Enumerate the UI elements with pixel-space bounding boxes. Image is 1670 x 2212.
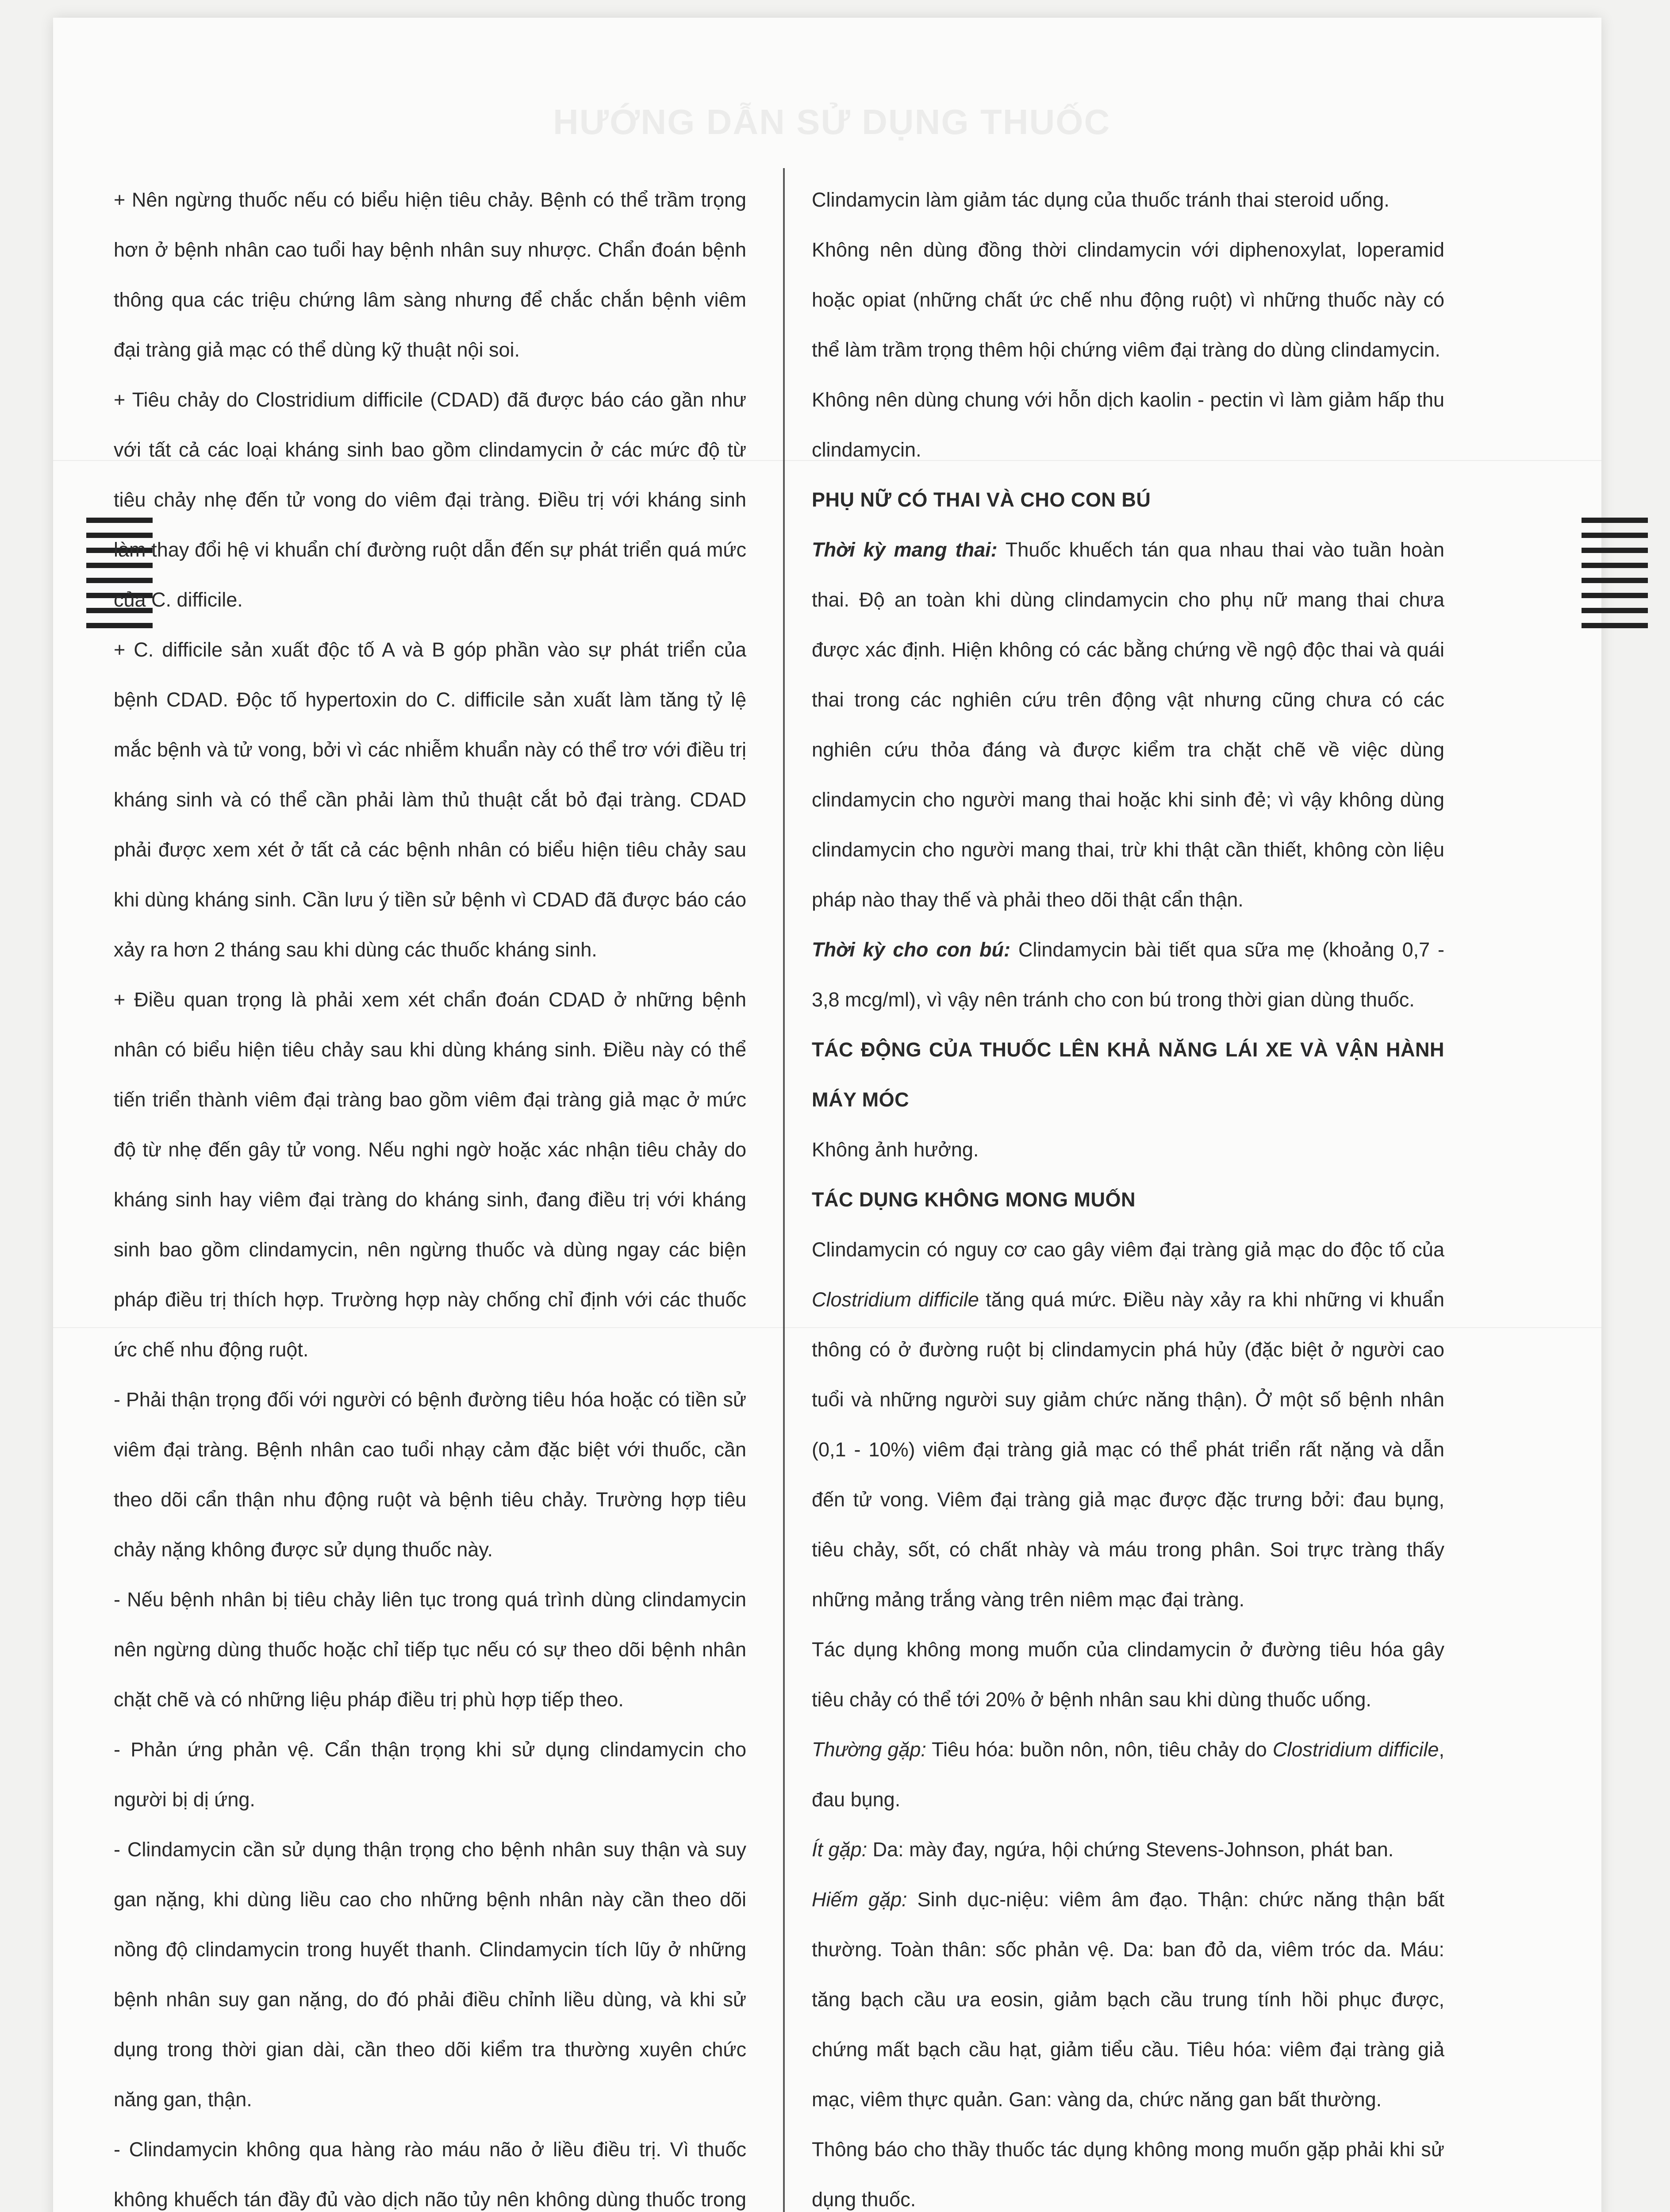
- paragraph: - Nếu bệnh nhân bị tiêu chảy liên tục trong quá trình dùng clindamycin nên ngừng dùng thuốc hoặc chỉ tiếp tục nếu có sự theo dõi bệnh nhân chặt chẽ và có những liệu pháp điều trị phù hợp tiếp theo.: [114, 1588, 746, 1711]
- right-column: [812, 175, 1444, 2212]
- section-heading-driving: TÁC ĐỘNG CỦA THUỐC LÊN KHẢ NĂNG LÁI XE VÀ VẬN HÀNH MÁY MÓC: [812, 1038, 1444, 1111]
- paragraph: Clindamycin làm giảm tác dụng của thuốc tránh thai steroid uống.: [812, 188, 1390, 211]
- ghost-header-bleedthrough: HƯỚNG DẪN SỬ DỤNG THUỐC: [553, 102, 1111, 142]
- text-run: Clindamycin có nguy cơ cao gây viêm đại tràng giả mạc do độc tố của: [812, 1238, 1444, 1261]
- text-run: Tiêu hóa: buồn nôn, nôn, tiêu chảy do: [926, 1738, 1273, 1761]
- paragraph: - Phản ứng phản vệ. Cẩn thận trọng khi sử dụng clindamycin cho người bị dị ứng.: [114, 1738, 746, 1811]
- text-run: Da: mày đay, ngứa, hội chứng Stevens-Johnson, phát ban.: [867, 1838, 1394, 1861]
- paragraph: Không nên dùng chung với hỗn dịch kaolin - pectin vì làm giảm hấp thu clindamycin.: [812, 388, 1444, 461]
- paragraph-rare: [812, 1874, 1444, 2124]
- paragraph: + Điều quan trọng là phải xem xét chẩn đoán CDAD ở những bệnh nhân có biểu hiện tiêu chảy sau khi dùng kháng sinh. Điều này có thể tiến triển thành viêm đại tràng bao gồm viêm đại tràng giả mạc ở mức độ từ nhẹ đến gây tử vong. Nếu nghi ngờ hoặc xác nhận tiêu chảy do kháng sinh hay viêm đại tràng do kháng sinh, đang điều trị với kháng sinh bao gồm clindamycin, nên ngừng thuốc và dùng ngay các biện pháp điều trị thích hợp. Trường hợp này chống chỉ định với các thuốc ức chế nhu động ruột.: [114, 988, 746, 1361]
- paragraph: Không ảnh hưởng.: [812, 1138, 979, 1161]
- column-divider: [783, 168, 785, 2212]
- paragraph: - Clindamycin không qua hàng rào máu não ở liều điều trị. Vì thuốc không khuếch tán đầy đủ vào dịch não tủy nên không dùng thuốc trong: [114, 2138, 746, 2211]
- paragraph: + Nên ngừng thuốc nếu có biểu hiện tiêu chảy. Bệnh có thể trầm trọng hơn ở bệnh nhân cao tuổi hay bệnh nhân suy nhược. Chẩn đoán bệnh thông qua các triệu chứng lâm sàng nhưng để chắc chắn bệnh viêm đại tràng giả mạc có thể dùng kỹ thuật nội soi.: [114, 188, 746, 361]
- common-label: Thường gặp:: [812, 1738, 926, 1761]
- lactation-text: Clindamycin bài tiết qua sữa mẹ (khoảng 0,7 - 3,8 mcg/ml), vì vậy nên tránh cho con bú trong thời gian dùng thuốc.: [812, 938, 1444, 1011]
- paragraph: Tác dụng không mong muốn của clindamycin ở đường tiêu hóa gây tiêu chảy có thể tới 20% ở bệnh nhân sau khi dùng thuốc uống.: [812, 1638, 1444, 1711]
- registration-marks-right: [1582, 518, 1648, 638]
- paragraph: Không nên dùng đồng thời clindamycin với diphenoxylat, loperamid hoặc opiat (những chất ức chế nhu động ruột) vì những thuốc này có thể làm trầm trọng thêm hội chứng viêm đại tràng do dùng clindamycin.: [812, 238, 1444, 361]
- paragraph: + Tiêu chảy do Clostridium difficile (CDAD) đã được báo cáo gần như với tất cả các loại kháng sinh bao gồm clindamycin ở các mức độ từ tiêu chảy nhẹ đến tử vong do viêm đại tràng. Điều trị với kháng sinh làm thay đổi hệ vi khuẩn chí đường ruột dẫn đến sự phát triển quá mức của C. difficile.: [114, 388, 746, 611]
- pregnancy-label: Thời kỳ mang thai:: [812, 538, 998, 561]
- text-run: Sinh dục-niệu: viêm âm đạo. Thận: chức năng thận bất thường. Toàn thân: sốc phản vệ. Da: ban đỏ da, viêm tróc da. Máu: tăng bạch cầu ưa eosin, giảm bạch cầu trung tính hồi phục được, chứng mất bạch cầu hạt, giảm tiểu cầu. Tiêu hóa: viêm đại tràng giả mạc, viêm thực quản. Gan: vàng da, chức năng gan bất thường.: [812, 1888, 1444, 2111]
- left-column: [114, 175, 746, 2212]
- rare-label: Hiếm gặp:: [812, 1888, 907, 1911]
- section-heading-side-effects: TÁC DỤNG KHÔNG MONG MUỐN: [812, 1188, 1136, 1211]
- paragraph-common: [812, 1724, 1444, 1824]
- paragraph: - Clindamycin cần sử dụng thận trọng cho bệnh nhân suy thận và suy gan nặng, khi dùng liều cao cho những bệnh nhân này cần theo dõi nồng độ clindamycin trong huyết thanh. Clindamycin tích lũy ở những bệnh nhân suy gan nặng, do đó phải điều chỉnh liều dùng, và khi sử dụng trong thời gian dài, cần theo dõi kiểm tra thường xuyên chức năng gan, thận.: [114, 1838, 746, 2111]
- paragraph-lactation: [812, 925, 1444, 1025]
- section-heading-pregnancy: PHỤ NỮ CÓ THAI VÀ CHO CON BÚ: [812, 488, 1151, 511]
- pregnancy-text: Thuốc khuếch tán qua nhau thai vào tuần hoàn thai. Độ an toàn khi dùng clindamycin cho phụ nữ mang thai chưa được xác định. Hiện không có các bằng chứng về ngộ độc thai và quái thai trong các nghiên cứu trên động vật nhưng cũng chưa có các nghiên cứu thỏa đáng và được kiểm tra chặt chẽ về việc dùng clindamycin cho người mang thai hoặc khi sinh đẻ; vì vậy không dùng clindamycin cho người mang thai, trừ khi thật cần thiết, không còn liệu pháp nào thay thế và phải theo dõi thật cẩn thận.: [812, 538, 1444, 911]
- text-run: , đau bụng.: [812, 1738, 1444, 1811]
- uncommon-label: Ít gặp:: [812, 1838, 868, 1861]
- paragraph: + C. difficile sản xuất độc tố A và B góp phần vào sự phát triển của bệnh CDAD. Độc tố hypertoxin do C. difficile sản xuất làm tăng tỷ lệ mắc bệnh và tử vong, bởi vì các nhiễm khuẩn này có thể trơ với điều trị kháng sinh và có thể cần phải làm thủ thuật cắt bỏ đại tràng. CDAD phải được xem xét ở tất cả các bệnh nhân có biểu hiện tiêu chảy sau khi dùng kháng sinh. Cần lưu ý tiền sử bệnh vì CDAD đã được báo cáo xảy ra hơn 2 tháng sau khi dùng các thuốc kháng sinh.: [114, 638, 746, 961]
- text-run-italic: Clostridium difficile: [812, 1288, 979, 1311]
- lactation-label: Thời kỳ cho con bú:: [812, 938, 1011, 961]
- paragraph: Thông báo cho thầy thuốc tác dụng không mong muốn gặp phải khi sử dụng thuốc.: [812, 2138, 1444, 2211]
- paragraph: - Phải thận trọng đối với người có bệnh đường tiêu hóa hoặc có tiền sử viêm đại tràng. Bệnh nhân cao tuổi nhạy cảm đặc biệt với thuốc, cần theo dõi cẩn thận nhu động ruột và bệnh tiêu chảy. Trường hợp tiêu chảy nặng không được sử dụng thuốc này.: [114, 1388, 746, 1561]
- paragraph-uncommon: [812, 1824, 1444, 1874]
- text-run-italic: Clostridium difficile: [1272, 1738, 1439, 1761]
- paragraph-side-effects: [812, 1225, 1444, 1624]
- text-run: tăng quá mức. Điều này xảy ra khi những vi khuẩn thông có ở đường ruột bị clindamycin phá hủy (đặc biệt ở người cao tuổi và những người suy giảm chức năng thận). Ở một số bệnh nhân (0,1 - 10%) viêm đại tràng giả mạc có thể phát triển rất nặng và dẫn đến tử vong. Viêm đại tràng giả mạc được đặc trưng bởi: đau bụng, tiêu chảy, sốt, có chất nhày và máu trong phân. Soi trực tràng thấy những mảng trắng vàng trên niêm mạc đại tràng.: [812, 1288, 1444, 1611]
- paragraph-pregnancy: [812, 525, 1444, 925]
